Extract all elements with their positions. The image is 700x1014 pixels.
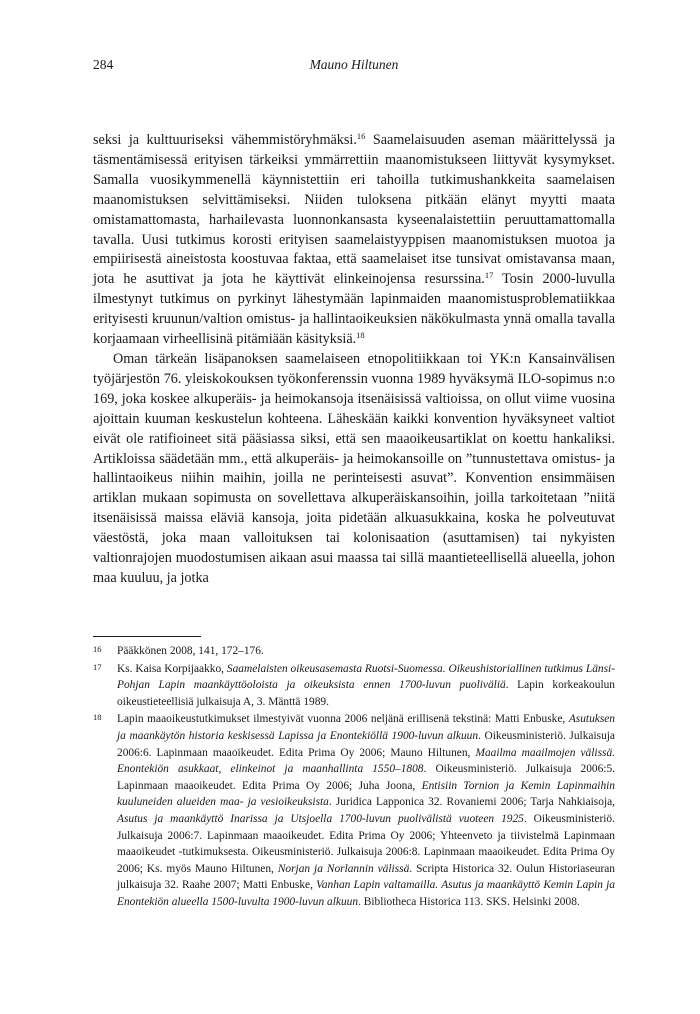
footnote-17 [93,661,615,711]
footnote-text: Pääkkönen 2008, 141, 172–176. [117,645,264,657]
footnote-text: . Oikeusministeriö. Julkaisuja 2006:7. Lapinmaan maaoikeudet. Edita Prima Oy 2006; Yhteenveto ja tiivistelmä Lapinmaan maaoikeudet -tutkimuksesta. Oikeusministeriö. Julkaisuja 2006:8. Lapinmaan maaoikeudet. Edita Prima Oy 2006; Ks. myös Mauno Hiltunen, [117,812,615,875]
footnote-title: Vanhan Lapin valtamailla. Asutus ja maankäyttö Kemin Lapin ja Enontekiön alueella 1500-luvulta 1900-luvun alkuun [117,879,615,908]
footnote-text: Ks. Kaisa Korpijaakko, [117,662,227,675]
footnote-number: 16 [93,644,102,654]
paragraph-1 [93,131,615,350]
footnote-ref-16[interactable]: 16 [356,131,366,141]
footnote-title: Maailma maailmojen välissä. Enontekiön asukkaat, elinkeinot ja maanhallinta 1550–1808 [117,746,615,776]
footnote-text: . Lapin korkeakoulun oikeustieteellisiä julkaisuja A, 3. Mänttä 1989. [117,679,616,708]
footnote-16 [93,643,615,660]
footnote-text: . Juridica Lapponica 32. Rovaniemi 2006; Tarja Nahkiaisoja, [328,796,616,809]
footnote-text: . Scripta Historica 32. Oulun Historiaseuran julkaisuja 32. Raahe 2007; Matti Enbuske, [117,862,615,892]
running-header [93,57,615,77]
footnote-separator [93,636,201,637]
page-number: 284 [93,57,114,72]
footnote-ref-18[interactable]: 18 [356,330,365,341]
footnote-text: . Oikeusministeriö. Julkaisuja 2006:6. Lapinmaan maaoikeudet. Edita Prima Oy 2006; Mauno Hiltunen, [117,729,615,759]
text-run: seksi ja kulttuuriseksi vähemmistöryhmäksi. [93,132,357,148]
footnote-text: Lapin maaoikeustutkimukset ilmestyivät vuonna 2006 neljänä erillisenä tekstinä: Matti Enbuske, [117,713,569,726]
footnote-title: Entisiin Tornion ja Kemin Lapinmaihin kuuluneiden alueiden maa- ja vesioikeuksista [117,779,615,809]
footnote-title: Norjan ja Norlannin välissä [277,862,410,875]
footnote-number: 17 [93,661,102,672]
footnote-ref-17[interactable]: 17 [484,270,494,281]
text-run: Saamelaisuuden aseman määrittelyssä ja täsmentämisessä erityisen tärkeiksi ymmärrettiin maanomistukseen liittyvät kysymykset. Samalla vuosikymmenellä käynnistettiin eri tahoilla tutkimushankkeita saamelaisen maanomistuksen selvittämiseksi. Niiden tuloksena pitkään elänyt myytti maata omistamattomasta, harhailevasta luonnonkansasta kyseenalaistettiin peruuttamattomalla tavalla. Uusi tutkimus korosti erityisen saamelaistyyppisen maanomistuksen muotoa ja empiirisestä aineistosta koostuvaa faktaa, että saamelaiset itse tunsivat omistavansa maan, jota he asuttivat ja jota he käyttivät elinkeinojensa resurssina. [93,132,615,288]
footnote-title: Asutus ja maankäyttö Inarissa ja Utsjoella 1700-luvun puolivälistä vuoteen 1925 [117,812,524,825]
footnote-18 [93,711,615,910]
paragraph-2: Oman tärkeän lisäpanoksen saamelaiseen etnopolitiikkaan toi YK:n Kansainvälisen työjärjestön 76. yleiskokouksen työkonferenssin vuonna 1989 hyväksymä ILO-sopimus n:o 169, joka koskee alkuperäis- ja heimokansoja itsenäisissä valtioissa, on ollut viime vuosina ajoittain kuuman keskustelun kohteena. Läheskään kaikki konvention hyväksyneet valtiot eivät ole ratifioineet sitä pääsiassa siksi, että sen maaoikeusartiklat on koettu hankaliksi. Artikloissa säädetään mm., että alkuperäis- ja heimokansoille on ”tunnustettava omistus- ja hallintaoikeus niihin maihin, joilla ne perinteisesti asuvat”. Konvention ensimmäisen artiklan mukaan sopimusta on sovellettava alkuperäiskansoihin, joilla tarkoitetaan ”niitä itsenäisissä maissa eläviä kansoja, joita pidetään alkuasukkaina, koska he polveutuvat väestöstä, joka maan valloituksen tai kolonisaation (asuttamisen) tai nykyisten valtionrajojen muodostumisen aikaan asui maassa tai sillä maantieteellisellä alueella, johon maa kuuluu, ja jotka [93,350,615,586]
footnotes [93,643,615,911]
footnote-title: Asutuksen ja maankäytön historia keskisessä Lapissa ja Enontekiöllä 1900-luvun alkuun [117,713,615,742]
footnote-number: 18 [93,712,102,723]
footnote-text: . Oikeusministeriö. Julkaisuja 2006:5. Lapinmaan maaoikeudet. Edita Prima Oy 2006; Juha Joona, [117,763,616,792]
text-run: Tosin 2000-luvulla ilmestynyt tutkimus on pyrkinyt lähestymään lapinmaiden maanomistusproblematiikkaa erityisesti kruunun/valtion omistus- ja hallintaoikeuksien näkökulmasta ynnä omalla tavalla korjaamaan virheellisinä pitämiään käsityksiä. [93,271,615,348]
footnote-title: Saamelaisten oikeusasemasta Ruotsi-Suomessa. Oikeushistoriallinen tutkimus Länsi-Pohjan Lapin maankäyttöoloista ja oikeuksista ennen 1700-luvun puoliväliä [117,662,615,692]
running-title: Mauno Hiltunen [309,57,399,72]
main-text [93,131,615,589]
footnote-text: . Bibliotheca Historica 113. SKS. Helsinki 2008. [358,895,580,908]
